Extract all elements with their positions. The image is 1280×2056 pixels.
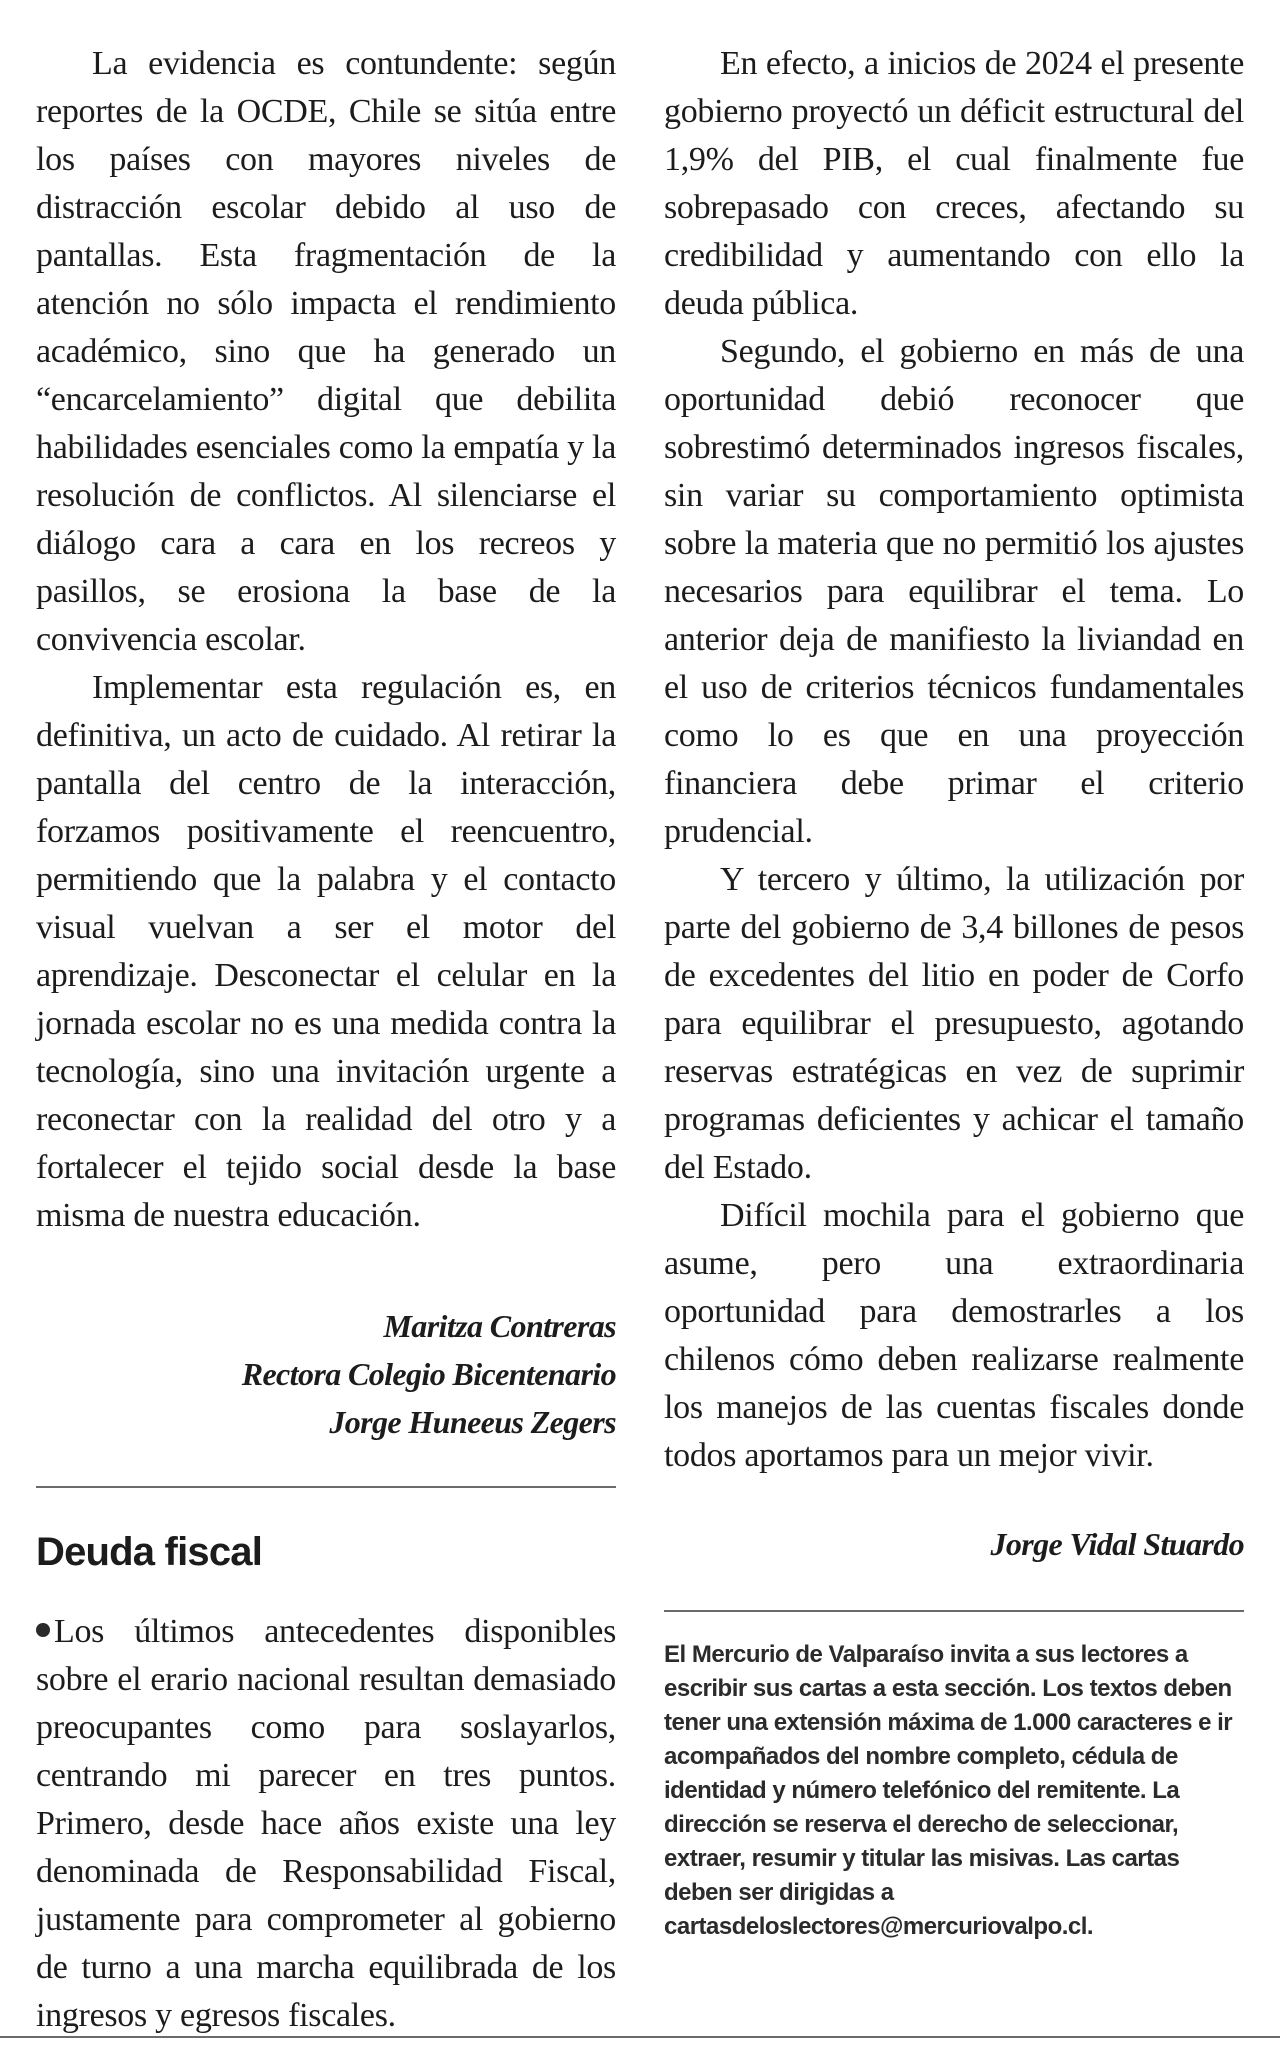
page-bottom-rule <box>0 2036 1280 2038</box>
section-divider <box>36 1486 616 1488</box>
letter-paragraph: Implementar esta regulación es, en definitiva, un acto de cuidado. Al retirar la pantalla del centro de la interacción, forzamos positivamente el reencuentro, permitiendo que la palabra y el contacto visual vuelvan a ser el motor del aprendizaje. Desconectar el celular en la jornada escolar no es una medida contra la tecnología, sino una invitación urgente a reconectar con la realidad del otro y a fortalecer el tejido social desde la base misma de nuestra educación. <box>36 669 616 1234</box>
letter-paragraph: En efecto, a inicios de 2024 el presente gobierno proyectó un déficit estructural del 1,9% del PIB, el cual finalmente fue sobrepasado con creces, afectando su credibilidad y aumentando con ello la deuda pública. <box>664 45 1244 322</box>
signature-block <box>36 1302 616 1446</box>
section-paragraph-text: Los últimos antecedentes disponibles sobre el erario nacional resultan demasiado preocupantes como para soslayarlos, centrando mi parecer en tres puntos. Primero, desde hace años existe una ley denominada de Responsabilidad Fiscal, justamente para comprometer al gobierno de turno a una marcha equilibrada de los ingresos y egresos fiscales. <box>36 1613 616 2034</box>
letter-paragraph: La evidencia es contundente: según reportes de la OCDE, Chile se sitúa entre los países con mayores niveles de distracción escolar debido al uso de pantallas. Esta fragmentación de la atención no sólo impacta el rendimiento académico, sino que ha generado un “encarcelamiento” digital que debilita habilidades esenciales como la empatía y la resolución de conflictos. Al silenciarse el diálogo cara a cara en los recreos y pasillos, se erosiona la base de la convivencia escolar. <box>36 45 616 658</box>
letter-paragraph: Difícil mochila para el gobierno que asume, pero una extraordinaria oportunidad para demostrarles a los chilenos cómo deben realizarse realmente los manejos de las cuentas fiscales donde todos aportamos para un mejor vivir. <box>664 1197 1244 1474</box>
left-column <box>36 40 616 2040</box>
right-column <box>664 40 1244 1944</box>
letter-paragraph <box>36 1608 616 2040</box>
bullet-icon <box>36 1623 50 1637</box>
signature-author-title: Rectora Colegio Bicentenario <box>241 1356 616 1392</box>
signature-block <box>664 1520 1244 1568</box>
signature-school-name: Jorge Huneeus Zegers <box>329 1404 616 1440</box>
section-heading: Deuda fiscal <box>36 1530 263 1574</box>
signature-author-name: Maritza Contreras <box>383 1308 616 1344</box>
section-divider <box>664 1610 1244 1612</box>
signature-author-name: Jorge Vidal Stuardo <box>990 1526 1244 1562</box>
letter-paragraph: Y tercero y último, la utilización por parte del gobierno de 3,4 billones de pesos de excedentes del litio en poder de Corfo para equilibrar el presupuesto, agotando reservas estratégicas en vez de suprimir programas deficientes y achicar el tamaño del Estado. <box>664 861 1244 1186</box>
letter-paragraph: Segundo, el gobierno en más de una oportunidad debió reconocer que sobrestimó determinados ingresos fiscales, sin variar su comportamiento optimista sobre la materia que no permitió los ajustes necesarios para equilibrar el tema. Lo anterior deja de manifiesto la liviandad en el uso de criterios técnicos fundamentales como lo es que en una proyección financiera debe primar el criterio prudencial. <box>664 333 1244 850</box>
reader-letters-notice: El Mercurio de Valparaíso invita a sus lectores a escribir sus cartas a esta sección. Los textos deben tener una extensión máxima de 1.000 caracteres e ir acompañados del nombre completo, cédula de identidad y número telefónico del remitente. La dirección se reserva el derecho de seleccionar, extraer, resumir y titular las misivas. Las cartas deben ser dirigidas a cartasdeloslectores@mercuriovalpo.cl. <box>664 1641 1233 1940</box>
